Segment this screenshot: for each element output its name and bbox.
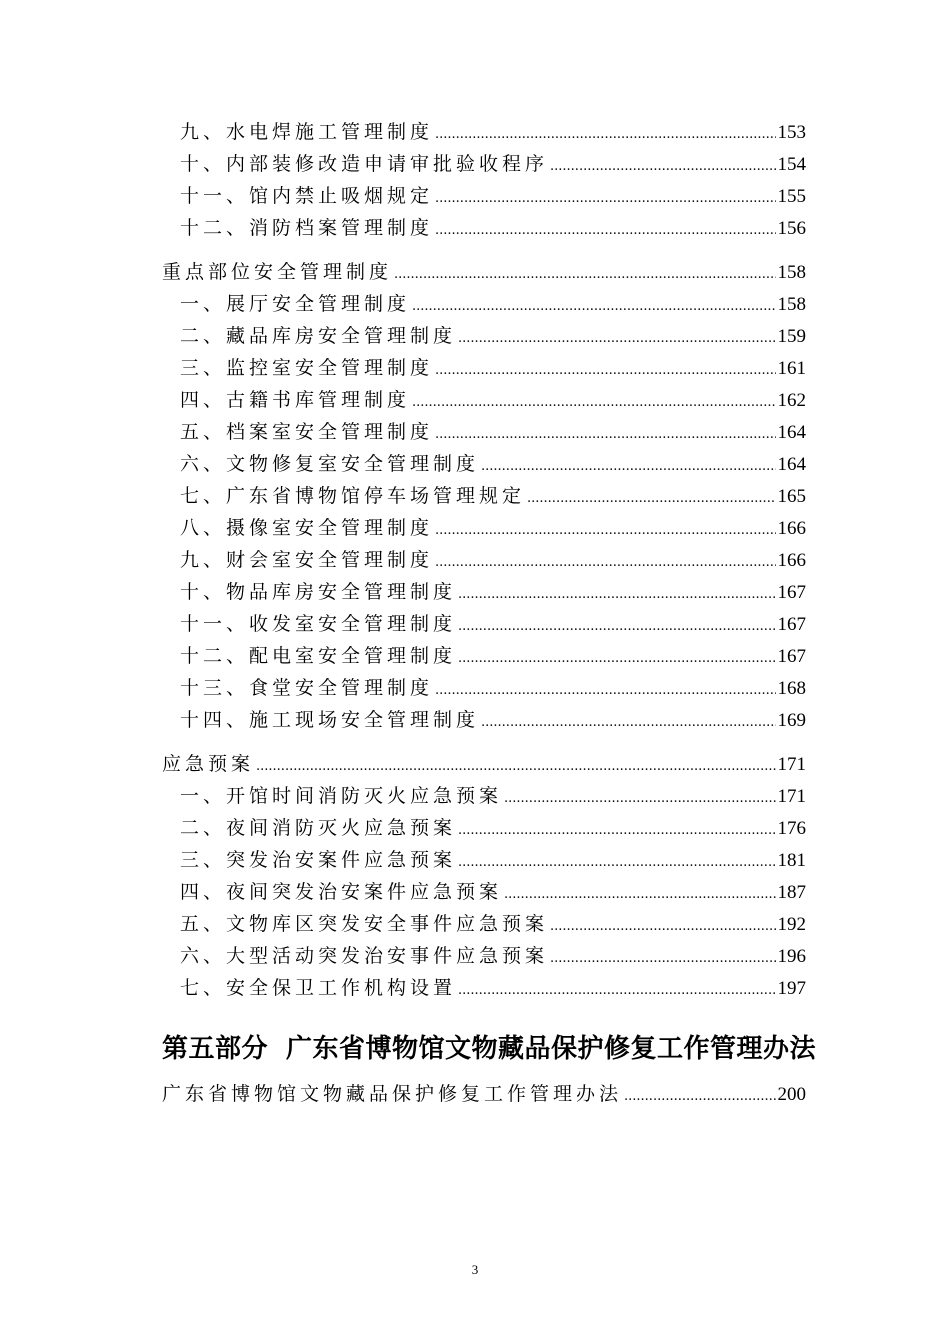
part-label: 第五部分 (162, 1034, 269, 1064)
toc-entry-page: 166 (777, 550, 806, 571)
toc-entry-page: 169 (777, 710, 806, 731)
toc-section-page: 200 (777, 1084, 806, 1105)
toc-entry-title: 十一、收发室安全管理制度 (180, 613, 457, 635)
toc-leader-dots (435, 515, 775, 547)
toc-entry[interactable] (162, 416, 806, 448)
toc-entry[interactable] (162, 384, 806, 416)
toc-section-page: 158 (777, 262, 806, 283)
toc-leader-dots (458, 643, 775, 675)
toc-leader-dots (504, 783, 775, 815)
toc-leader-dots (458, 579, 775, 611)
toc-entry[interactable] (162, 352, 806, 384)
toc-group-key-areas (162, 288, 806, 736)
toc-entry[interactable] (162, 512, 806, 544)
toc-entry-title: 九、财会室安全管理制度 (180, 549, 434, 571)
toc-entry-page: 166 (777, 518, 806, 539)
toc-entry-title: 十、内部装修改造申请审批验收程序 (180, 153, 549, 175)
toc-entry-title: 十四、施工现场安全管理制度 (180, 709, 480, 731)
toc-entry-title: 十、物品库房安全管理制度 (180, 581, 457, 603)
toc-entry-title: 二、夜间消防灭火应急预案 (180, 817, 457, 839)
toc-entry-page: 153 (777, 122, 806, 143)
toc-entry-page: 154 (777, 154, 806, 175)
toc-entry[interactable] (162, 844, 806, 876)
toc-leader-dots (394, 259, 775, 291)
toc-entry[interactable] (162, 972, 806, 1004)
toc-entry-title: 三、监控室安全管理制度 (180, 357, 434, 379)
toc-leader-dots (412, 291, 775, 323)
toc-entry[interactable] (162, 544, 806, 576)
toc-leader-dots (435, 419, 775, 451)
toc-entry-title: 二、藏品库房安全管理制度 (180, 325, 457, 347)
toc-entry-title: 九、水电焊施工管理制度 (180, 121, 434, 143)
toc-entry[interactable] (162, 608, 806, 640)
toc-leader-dots (550, 151, 775, 183)
page-number: 3 (471, 1262, 479, 1277)
toc-entry-page: 171 (777, 786, 806, 807)
toc-entry[interactable] (162, 116, 806, 148)
toc-entry[interactable] (162, 780, 806, 812)
toc-leader-dots (458, 847, 775, 879)
toc-section-emergency-plans[interactable] (162, 748, 806, 780)
toc-entry-title: 一、开馆时间消防灭火应急预案 (180, 785, 503, 807)
toc-entry[interactable] (162, 672, 806, 704)
toc-section-title: 重点部位安全管理制度 (162, 261, 393, 283)
toc-entry[interactable] (162, 704, 806, 736)
toc-entry-title: 五、档案室安全管理制度 (180, 421, 434, 443)
toc-entry[interactable] (162, 940, 806, 972)
toc-leader-dots (624, 1081, 775, 1113)
toc-section-title: 广东省博物馆文物藏品保护修复工作管理办法 (162, 1083, 623, 1105)
toc-entry-page: 164 (777, 454, 806, 475)
toc-leader-dots (458, 815, 775, 847)
toc-entry[interactable] (162, 288, 806, 320)
toc-entry-page: 159 (777, 326, 806, 347)
toc-entry[interactable] (162, 640, 806, 672)
toc-entry[interactable] (162, 148, 806, 180)
toc-entry[interactable] (162, 908, 806, 940)
toc-entry[interactable] (162, 320, 806, 352)
toc-leader-dots (458, 611, 775, 643)
toc-section-page: 171 (777, 754, 806, 775)
toc-entry-page: 167 (777, 614, 806, 635)
toc-entry-title: 六、大型活动突发治安事件应急预案 (180, 945, 549, 967)
toc-entry-page: 192 (777, 914, 806, 935)
toc-entry[interactable] (162, 212, 806, 244)
toc-entry[interactable] (162, 812, 806, 844)
part-heading (162, 1028, 817, 1070)
toc-entry-title: 十三、食堂安全管理制度 (180, 677, 434, 699)
toc-entry-title: 三、突发治安案件应急预案 (180, 849, 457, 871)
toc-group-emergency-plans (162, 780, 806, 1004)
toc-entry-page: 181 (777, 850, 806, 871)
part-title-text: 广东省博物馆文物藏品保护修复工作管理办法 (286, 1034, 817, 1064)
toc-leader-dots (550, 911, 775, 943)
toc-entry-title: 十二、配电室安全管理制度 (180, 645, 457, 667)
toc-leader-dots (435, 215, 775, 247)
toc-entry-page: 155 (777, 186, 806, 207)
toc-entry-title: 八、摄像室安全管理制度 (180, 517, 434, 539)
toc-leader-dots (412, 387, 775, 419)
toc-section-conservation-rules[interactable] (162, 1078, 806, 1110)
toc-entry-page: 196 (777, 946, 806, 967)
toc-entry-page: 167 (777, 646, 806, 667)
toc-entry-title: 十一、馆内禁止吸烟规定 (180, 185, 434, 207)
toc-entry-title: 一、展厅安全管理制度 (180, 293, 411, 315)
toc-leader-dots (435, 183, 775, 215)
toc-entry[interactable] (162, 480, 806, 512)
toc-leader-dots (481, 707, 775, 739)
toc-entry-page: 164 (777, 422, 806, 443)
toc-entry-title: 四、夜间突发治安案件应急预案 (180, 881, 503, 903)
toc-entry-title: 四、古籍书库管理制度 (180, 389, 411, 411)
toc-leader-dots (504, 879, 775, 911)
toc-leader-dots (256, 751, 775, 783)
table-of-contents (162, 116, 817, 1110)
toc-entry-title: 六、文物修复室安全管理制度 (180, 453, 480, 475)
toc-leader-dots (458, 323, 775, 355)
toc-leader-dots (435, 547, 775, 579)
toc-entry-page: 165 (777, 486, 806, 507)
toc-entry-page: 187 (777, 882, 806, 903)
toc-entry-title: 十二、消防档案管理制度 (180, 217, 434, 239)
toc-section-title: 应急预案 (162, 753, 255, 775)
toc-entry-page: 158 (777, 294, 806, 315)
toc-group-fire-rules (162, 116, 806, 244)
toc-entry-page: 161 (777, 358, 806, 379)
toc-entry-page: 167 (777, 582, 806, 603)
toc-leader-dots (458, 975, 775, 1007)
toc-entry-title: 七、安全保卫工作机构设置 (180, 977, 457, 999)
toc-entry-title: 五、文物库区突发安全事件应急预案 (180, 913, 549, 935)
toc-leader-dots (481, 451, 775, 483)
toc-entry-page: 162 (777, 390, 806, 411)
toc-leader-dots (550, 943, 775, 975)
toc-entry-page: 176 (777, 818, 806, 839)
toc-entry-title: 七、广东省博物馆停车场管理规定 (180, 485, 526, 507)
toc-entry[interactable] (162, 576, 806, 608)
toc-entry[interactable] (162, 448, 806, 480)
toc-leader-dots (527, 483, 775, 515)
toc-entry-page: 156 (777, 218, 806, 239)
toc-leader-dots (435, 355, 775, 387)
toc-entry-page: 168 (777, 678, 806, 699)
toc-entry[interactable] (162, 876, 806, 908)
toc-entry-page: 197 (777, 978, 806, 999)
toc-leader-dots (435, 119, 775, 151)
toc-entry[interactable] (162, 180, 806, 212)
toc-section-key-areas[interactable] (162, 256, 806, 288)
toc-leader-dots (435, 675, 775, 707)
